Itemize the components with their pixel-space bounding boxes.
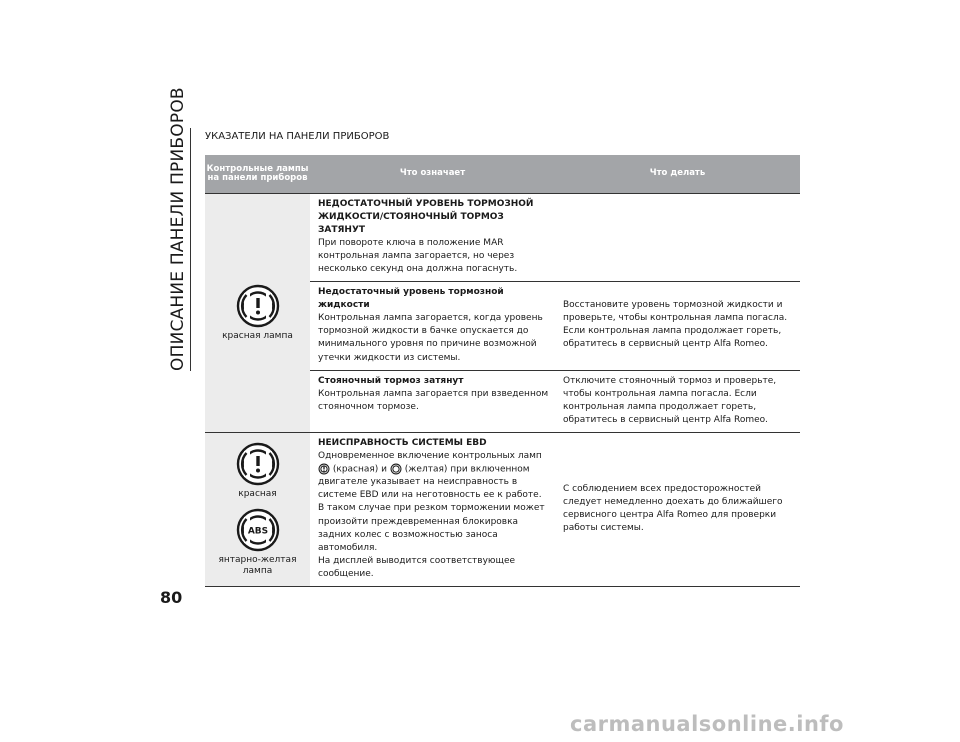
row-title: НЕДОСТАТОЧНЫЙ УРОВЕНЬ ТОРМОЗНОЙ ЖИДКОСТИ/СТОЯНОЧНЫЙ ТОРМОЗ ЗАТЯНУТ <box>318 199 534 236</box>
brake-warning-icon <box>235 441 281 487</box>
action-cell <box>555 194 800 281</box>
side-divider <box>190 128 191 371</box>
meaning-cell <box>310 433 555 586</box>
meaning-cell <box>310 371 555 432</box>
table-group-brake <box>205 194 800 433</box>
row-text-b: (красная) и <box>332 464 388 475</box>
table-row <box>310 282 800 370</box>
indicator-cell <box>205 194 310 432</box>
meaning-cell <box>310 194 555 281</box>
row-text: При повороте ключа в положение MAR контрольная лампа загорается, но через несколько секунд она должна погаснуть. <box>318 238 518 275</box>
indicator-table <box>205 155 800 587</box>
row-text-a: Одновременное включение контрольных ламп <box>318 450 542 461</box>
page-number: 80 <box>160 588 183 607</box>
row-text-c: (желтая) при включенном двигателе указывает на неисправность в системе EBD или на неготовность ее к работе. В таком случае при резком торможении может произойти преждевременная блокировка задних колес с возможностью заноса автомобиля. <box>318 464 545 553</box>
table-group-ebd <box>205 433 800 587</box>
abs-icon <box>390 463 402 475</box>
col-header-action: Что делать <box>649 168 706 179</box>
indicator-label-amber: янтарно-желтая лампа <box>218 554 297 576</box>
row-title: НЕИСПРАВНОСТЬ СИСТЕМЫ EBD <box>318 437 487 448</box>
brake-warning-icon <box>235 283 281 329</box>
side-section-title: ОПИСАНИЕ ПАНЕЛИ ПРИБОРОВ <box>168 87 188 371</box>
indicator-label-red: красная <box>238 489 277 500</box>
col-header-meaning: Что означает <box>399 168 466 179</box>
row-text-d: На дисплей выводится соответствующее сообщение. <box>318 555 516 579</box>
watermark: carmanualsonline.info <box>570 712 844 736</box>
abs-icon-text: ABS <box>247 526 268 537</box>
meaning-cell <box>310 282 555 369</box>
row-text: Контрольная лампа загорается, когда уровень тормозной жидкости в бачке опускается до минимального уровня по причине возможной утечки жидкости из системы. <box>318 313 543 363</box>
indicator-label: красная лампа <box>222 331 293 342</box>
row-title: Недостаточный уровень тормозной жидкости <box>318 287 504 311</box>
group-rows <box>310 433 800 586</box>
table-row <box>310 194 800 282</box>
action-cell: С соблюдением всех предосторожностей следует немедленно доехать до ближайшего сервисного центра Alfa Romeo для проверки работы системы. <box>563 483 783 533</box>
indicator-cell <box>205 433 310 586</box>
row-text: Контрольная лампа загорается при взведенном стояночном тормозе. <box>318 388 549 412</box>
table-row <box>310 371 800 432</box>
col-header-indicators: Контрольные лампы на панели приборов <box>206 163 309 183</box>
action-cell: Восстановите уровень тормозной жидкости и проверьте, чтобы контрольная лампа погасла. Если контрольная лампа продолжает гореть, обратитесь в сервисный центр Alfa Romeo. <box>563 300 788 350</box>
group-rows <box>310 194 800 432</box>
abs-icon <box>235 507 281 553</box>
brake-warning-icon <box>318 463 330 475</box>
table-row <box>310 433 800 586</box>
row-title: Стояночный тормоз затянут <box>318 375 464 386</box>
table-header <box>205 155 800 194</box>
action-cell: Отключите стояночный тормоз и проверьте, чтобы контрольная лампа погасла. Если контрольная лампа продолжает гореть, обратитесь в сервисный центр Alfa Romeo. <box>563 375 777 425</box>
page-header: УКАЗАТЕЛИ НА ПАНЕЛИ ПРИБОРОВ <box>205 131 390 142</box>
